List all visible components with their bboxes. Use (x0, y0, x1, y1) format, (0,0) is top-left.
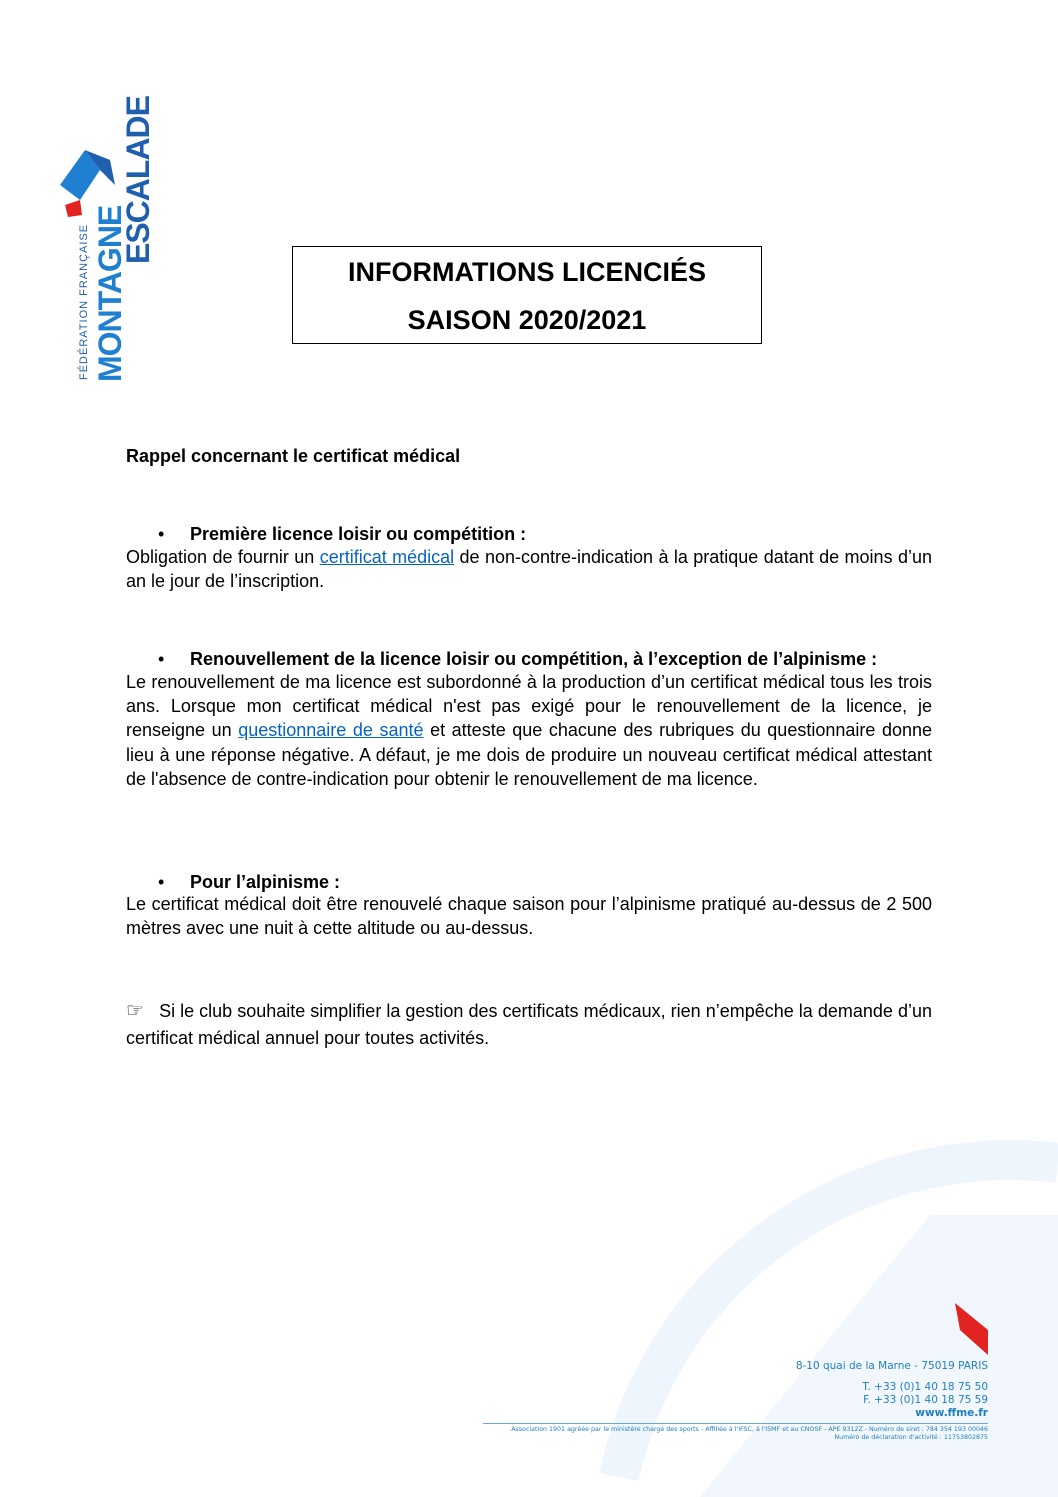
note-paragraph: ☞ Si le club souhaite simplifier la gestion des certificats médicaux, rien n’empêche la demande d’un certificat médical annuel pour toutes activités. (126, 1000, 932, 1048)
title-line-2: SAISON 2020/2021 (407, 305, 647, 335)
footer-legal-2: Numéro de déclaration d'activité : 11753802875 (834, 1434, 988, 1441)
paragraph-renewal: Le renouvellement de ma licence est subordonné à la production d’un certificat médical tous les trois ans. Lorsque mon certificat médical n'est pas exigé pour le renouvellement de la licence, je renseigne un questionnaire de santé et atteste que chacune des rubriques du questionnaire donne lieu à une réponse négative. A défaut, je me dois de produire un nouveau certificat médical attestant de l'absence de contre-indication pour obtenir le renouvellement de ma licence. (126, 672, 933, 789)
title-box (292, 246, 762, 344)
footer-address: 8-10 quai de la Marne - 75019 PARIS (795, 1360, 988, 1372)
bullet-icon: • (158, 524, 165, 544)
bullet-icon: • (158, 649, 165, 669)
footer-divider (483, 1423, 988, 1424)
footer-phone: T. +33 (0)1 40 18 75 50 (862, 1381, 988, 1393)
bullet-renewal: • Renouvellement de la licence loisir ou compétition, à l’exception de l’alpinisme : (158, 649, 878, 669)
paragraph-alpinism: Le certificat médical doit être renouvelé chaque saison pour l’alpinisme pratiqué au-dessus de 2 500 mètres avec une nuit à cette altitude ou au-dessus. (126, 894, 932, 939)
certificat-medical-link[interactable]: certificat médical (319, 547, 455, 567)
footer-legal-1: Association 1901 agréée par le ministère chargé des sports - Affiliée à l'IFSC, à l'ISMF et au CNOSF - APE 9312Z - Numéro de siret : 784 354 193 00046 (511, 1426, 988, 1433)
bullet-alpinism: • Pour l’alpinisme : (158, 872, 341, 892)
bullet-icon: • (158, 872, 165, 892)
footer-website[interactable]: www.ffme.fr (915, 1407, 988, 1419)
section-heading: Rappel concernant le certificat médical (126, 446, 461, 466)
footer-fax: F. +33 (0)1 40 18 75 59 (863, 1394, 988, 1406)
logo-federation: FÉDÉRATION FRANÇAISE (78, 223, 90, 380)
pointing-hand-icon: ☞ (126, 1000, 144, 1022)
bullet-first-licence: • Première licence loisir ou compétition : (158, 524, 527, 544)
logo-montagne: MONTAGNE (92, 205, 128, 382)
questionnaire-sante-link[interactable]: questionnaire de santé (238, 720, 424, 741)
paragraph-first-licence: Obligation de fournir un certificat médical de non-contre-indication à la pratique datant de moins d’un an le jour de l’inscription. (126, 547, 932, 592)
ffme-logo (60, 70, 170, 390)
logo-escalade: ESCALADE (120, 95, 156, 264)
title-line-1: INFORMATIONS LICENCIÉS (347, 257, 706, 287)
